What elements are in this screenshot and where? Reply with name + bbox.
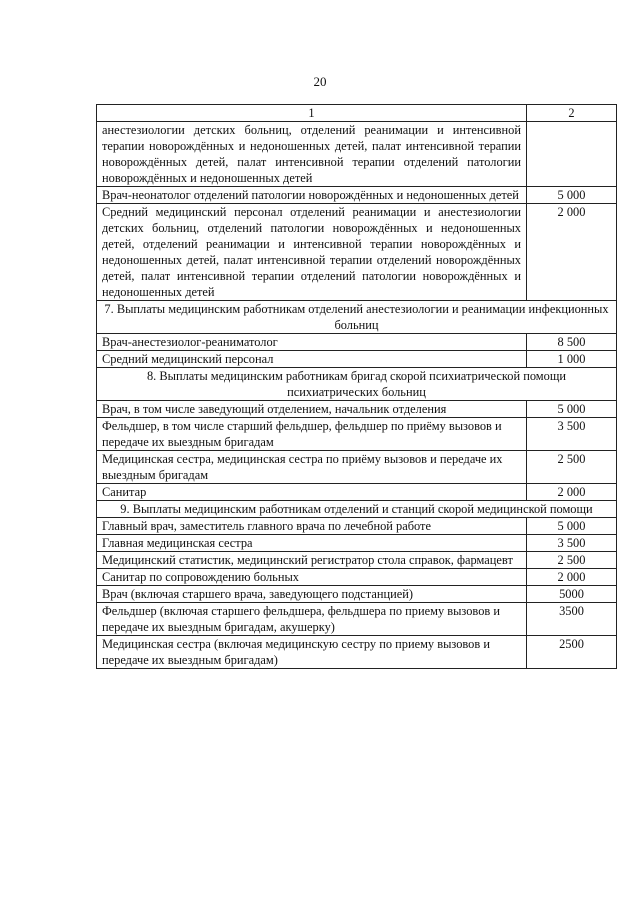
table-row — [97, 451, 617, 484]
column-header-row — [97, 105, 617, 122]
position-cell: Врач (включая старшего врача, заведующего подстанцией) — [97, 586, 527, 603]
section-heading-row — [97, 501, 617, 518]
table-row — [97, 334, 617, 351]
table-row — [97, 351, 617, 368]
column-header-1: 1 — [97, 105, 527, 122]
table-row — [97, 187, 617, 204]
table-row — [97, 204, 617, 301]
amount-cell: 2 000 — [527, 569, 617, 586]
position-cell: Главный врач, заместитель главного врача по лечебной работе — [97, 518, 527, 535]
column-header-2: 2 — [527, 105, 617, 122]
table-row — [97, 636, 617, 669]
amount-cell: 5 000 — [527, 401, 617, 418]
payments-table-body — [97, 105, 617, 669]
position-cell: Санитар по сопровождению больных — [97, 569, 527, 586]
amount-cell — [527, 122, 617, 187]
amount-cell: 2 500 — [527, 552, 617, 569]
payments-table — [96, 104, 617, 669]
amount-cell: 2 000 — [527, 204, 617, 301]
amount-cell: 1 000 — [527, 351, 617, 368]
section-heading-row — [97, 301, 617, 334]
amount-cell: 3 500 — [527, 418, 617, 451]
section-heading-row — [97, 368, 617, 401]
amount-cell: 3 500 — [527, 535, 617, 552]
table-row — [97, 535, 617, 552]
table-row — [97, 122, 617, 187]
table-row — [97, 484, 617, 501]
position-cell: анестезиологии детских больниц, отделений реанимации и интенсивной терапии новорождённых и недоношенных детей, палат интенсивной терапии новорождённых детей, палат интенсивной терапии отделений патологии новорождённых и недоношенных детей — [97, 122, 527, 187]
table-row — [97, 401, 617, 418]
section-heading: 8. Выплаты медицинским работникам бригад скорой психиатрической помощи психиатрических больниц — [97, 368, 617, 401]
amount-cell: 5 000 — [527, 187, 617, 204]
position-cell: Средний медицинский персонал отделений реанимации и анестезиологии детских больниц, отделений патологии новорождённых и недоношенных детей, отделений реанимации и интенсивной терапии новорождённых и недоношенных детей, палат интенсивной терапии отделений новорождённых детей, палат интенсивной терапии отделений патологии новорождённых и недоношенных детей — [97, 204, 527, 301]
position-cell: Главная медицинская сестра — [97, 535, 527, 552]
table-row — [97, 552, 617, 569]
position-cell: Врач-анестезиолог-реаниматолог — [97, 334, 527, 351]
position-cell: Медицинская сестра, медицинская сестра по приёму вызовов и передаче их выездным бригадам — [97, 451, 527, 484]
table-row — [97, 569, 617, 586]
position-cell: Санитар — [97, 484, 527, 501]
position-cell: Медицинская сестра (включая медицинскую сестру по приему вызовов и передаче их выездным бригадам) — [97, 636, 527, 669]
amount-cell: 5 000 — [527, 518, 617, 535]
section-heading: 7. Выплаты медицинским работникам отделений анестезиологии и реанимации инфекционных больниц — [97, 301, 617, 334]
table-row — [97, 603, 617, 636]
position-cell: Врач-неонатолог отделений патологии новорождённых и недоношенных детей — [97, 187, 527, 204]
table-row — [97, 518, 617, 535]
page-number: 20 — [313, 74, 327, 89]
table-row — [97, 586, 617, 603]
position-cell: Средний медицинский персонал — [97, 351, 527, 368]
section-heading: 9. Выплаты медицинским работникам отделений и станций скорой медицинской помощи — [97, 501, 617, 518]
position-cell: Медицинский статистик, медицинский регистратор стола справок, фармацевт — [97, 552, 527, 569]
amount-cell: 5000 — [527, 586, 617, 603]
amount-cell: 2 000 — [527, 484, 617, 501]
amount-cell: 2500 — [527, 636, 617, 669]
amount-cell: 3500 — [527, 603, 617, 636]
position-cell: Фельдшер (включая старшего фельдшера, фельдшера по приему вызовов и передаче их выездным бригадам, акушерку) — [97, 603, 527, 636]
amount-cell: 8 500 — [527, 334, 617, 351]
position-cell: Врач, в том числе заведующий отделением, начальник отделения — [97, 401, 527, 418]
position-cell: Фельдшер, в том числе старший фельдшер, фельдшер по приёму вызовов и передаче их выездным бригадам — [97, 418, 527, 451]
table-row — [97, 418, 617, 451]
amount-cell: 2 500 — [527, 451, 617, 484]
